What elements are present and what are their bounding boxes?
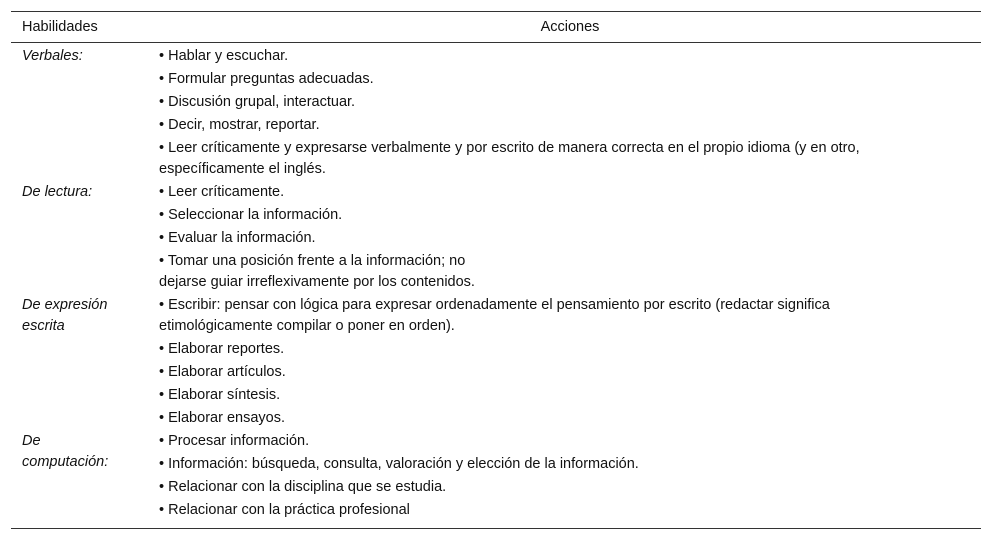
action-text-line: • Procesar información. — [159, 433, 310, 449]
action-text-line: • Elaborar artículos. — [159, 364, 286, 380]
action-text-line: • Información: búsqueda, consulta, valoración y elección de la información. — [159, 456, 639, 472]
skill-name-line: escrita — [22, 318, 65, 334]
skill-name-line: De — [22, 433, 41, 449]
action-text-line: • Elaborar reportes. — [159, 341, 285, 357]
action-item — [159, 92, 981, 113]
header-acciones: Acciones — [159, 12, 981, 43]
table-row — [11, 431, 981, 529]
action-text-line: • Elaborar ensayos. — [159, 410, 285, 426]
action-item — [159, 385, 981, 406]
actions-cell — [159, 431, 981, 529]
action-text-line: etimológicamente compilar o poner en orden). — [159, 318, 455, 334]
skill-name-cell — [11, 431, 159, 529]
action-item — [159, 362, 981, 383]
action-text-line: • Seleccionar la información. — [159, 207, 343, 223]
action-text-line: • Hablar y escuchar. — [159, 48, 289, 64]
actions-cell — [159, 182, 981, 295]
document-page — [11, 11, 981, 529]
skill-name-cell — [11, 295, 159, 431]
table-row — [11, 43, 981, 183]
action-text-line: • Leer críticamente y expresarse verbalmente y por escrito de manera correcta en el propio idioma (y en otro, — [159, 140, 860, 156]
action-item — [159, 115, 981, 136]
action-text-line: • Decir, mostrar, reportar. — [159, 117, 320, 133]
action-item — [159, 182, 981, 203]
action-item — [159, 228, 981, 249]
action-item — [159, 205, 981, 226]
table-row — [11, 182, 981, 295]
action-text-line: • Evaluar la información. — [159, 230, 316, 246]
header-row — [11, 12, 981, 43]
action-item — [159, 138, 981, 180]
header-habilidades: Habilidades — [11, 12, 159, 43]
actions-cell — [159, 295, 981, 431]
action-item — [159, 477, 981, 498]
action-item — [159, 69, 981, 90]
action-item — [159, 339, 981, 360]
action-text-line: • Relacionar con la práctica profesional — [159, 502, 410, 518]
action-item — [159, 251, 981, 293]
action-text-line: dejarse guiar irreflexivamente por los contenidos. — [159, 274, 475, 290]
action-text-line: • Escribir: pensar con lógica para expresar ordenadamente el pensamiento por escrito (redactar significa — [159, 297, 830, 313]
action-text-line: • Formular preguntas adecuadas. — [159, 71, 374, 87]
action-text-line: • Leer críticamente. — [159, 184, 285, 200]
action-text-line: específicamente el inglés. — [159, 161, 326, 177]
action-item — [159, 46, 981, 67]
action-item — [159, 431, 981, 452]
action-item — [159, 295, 981, 337]
action-item — [159, 454, 981, 475]
action-item — [159, 408, 981, 429]
skills-table — [11, 11, 981, 529]
table-header — [11, 12, 981, 43]
action-text-line: • Elaborar síntesis. — [159, 387, 281, 403]
table-row — [11, 295, 981, 431]
skill-name-line: De lectura: — [22, 184, 93, 200]
action-text-line: • Discusión grupal, interactuar. — [159, 94, 356, 110]
skill-name-line: De expresión — [22, 297, 108, 313]
table-body — [11, 43, 981, 529]
skill-name-cell — [11, 182, 159, 295]
skill-name-cell — [11, 43, 159, 183]
action-text-line: • Relacionar con la disciplina que se estudia. — [159, 479, 447, 495]
skill-name-line: Verbales: — [22, 48, 83, 64]
skill-name-line: computación: — [22, 454, 109, 470]
actions-cell — [159, 43, 981, 183]
action-text-line: • Tomar una posición frente a la información; no — [159, 253, 466, 269]
action-item — [159, 500, 981, 521]
